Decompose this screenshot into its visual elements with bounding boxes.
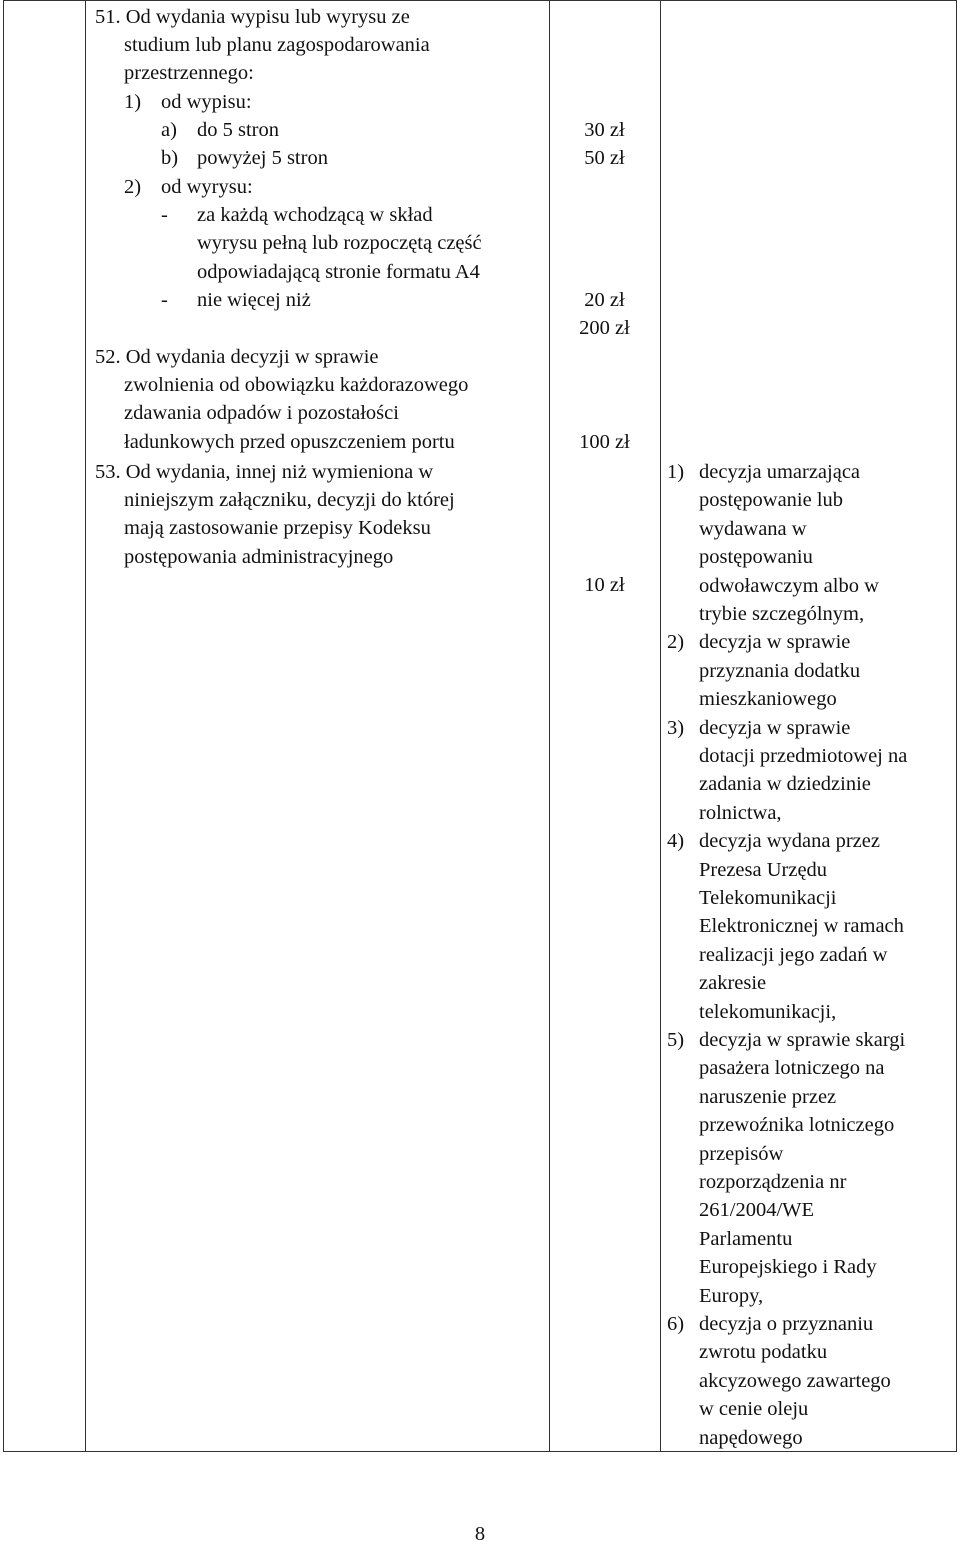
- exemption-text: zwrotu podatku: [699, 1341, 828, 1364]
- exemption-text: decyzja w sprawie: [699, 631, 851, 654]
- list-item-text: wyrysu pełną lub rozpoczętą część: [197, 232, 482, 254]
- item-53-title: mają zastosowanie przepisy Kodeksu: [124, 517, 431, 539]
- exemption-text: napędowego: [699, 1426, 803, 1449]
- item-52-title: 52. Od wydania decyzji w sprawie: [95, 346, 379, 368]
- fee-value: 20 zł: [584, 289, 625, 311]
- exemption-text: realizacji jego zadań w: [699, 943, 888, 966]
- exemption-text: przewoźnika lotniczego: [699, 1114, 895, 1137]
- exemption-text: mieszkaniowego: [699, 688, 837, 711]
- list-marker: a): [161, 119, 177, 141]
- item-51-title: przestrzennego:: [124, 62, 254, 84]
- fee-value: 30 zł: [584, 119, 625, 141]
- fee-value: 10 zł: [584, 574, 625, 596]
- exemption-text: telekomunikacji,: [699, 1000, 837, 1023]
- list-item-text: od wyrysu:: [161, 176, 253, 198]
- item-52-title: zdawania odpadów i pozostałości: [124, 402, 399, 424]
- exemption-text: zakresie: [699, 972, 767, 995]
- exemption-text: akcyzowego zawartego: [699, 1369, 891, 1392]
- exemptions-column: [661, 1, 956, 1451]
- exemption-text: wydawana w: [699, 517, 807, 540]
- exemption-text: zadania w dziedzinie: [699, 773, 871, 796]
- item-51-title: studium lub planu zagospodarowania: [124, 34, 430, 56]
- exemption-text: rolnictwa,: [699, 801, 782, 824]
- list-item-text: powyżej 5 stron: [197, 147, 328, 169]
- list-marker: -: [161, 289, 168, 311]
- list-marker: 2): [124, 176, 142, 198]
- item-52-title: zwolnienia od obowiązku każdorazowego: [124, 374, 469, 396]
- exemption-text: rozporządzenia nr: [699, 1171, 847, 1193]
- exemption-number: 3): [667, 716, 685, 739]
- list-item-text: odpowiadającą stronie formatu A4: [197, 261, 480, 283]
- exemption-text: decyzja wydana przez: [699, 830, 880, 853]
- fee-value: 50 zł: [584, 147, 625, 169]
- exemption-text: przepisów: [699, 1142, 784, 1165]
- exemption-text: Telekomunikacji: [699, 887, 837, 909]
- exemption-number: 1): [667, 461, 685, 483]
- item-53-title: niniejszym załączniku, decyzji do której: [124, 489, 455, 511]
- exemption-number: 6): [667, 1313, 685, 1335]
- list-item-text: od wypisu:: [161, 91, 252, 113]
- exemption-number: 2): [667, 631, 685, 654]
- exemption-text: Parlamentu: [699, 1227, 793, 1250]
- fee-table: [3, 0, 957, 1452]
- fee-value: 100 zł: [579, 431, 630, 453]
- exemption-text: decyzja o przyznaniu: [699, 1313, 874, 1335]
- exemption-text: Elektronicznej w ramach: [699, 915, 904, 938]
- fee-column: [550, 1, 659, 1451]
- exemption-text: decyzja w sprawie: [699, 716, 851, 739]
- exemption-text: postępowaniu: [699, 546, 813, 569]
- exemption-text: dotacji przedmiotowej na: [699, 745, 908, 767]
- exemption-text: przyznania dodatku: [699, 659, 861, 682]
- exemption-text: pasażera lotniczego na: [699, 1057, 885, 1080]
- item-53-title: postępowania administracyjnego: [124, 546, 394, 568]
- list-item-text: do 5 stron: [197, 119, 279, 141]
- exemption-text: odwoławczym albo w: [699, 574, 879, 597]
- exemption-number: 4): [667, 830, 685, 853]
- list-marker: b): [161, 147, 179, 169]
- exemption-text: w cenie oleju: [699, 1398, 809, 1421]
- exemption-text: Prezesa Urzędu: [699, 858, 828, 881]
- exemption-text: naruszenie przez: [699, 1085, 837, 1108]
- page-number: 8: [474, 1523, 486, 1545]
- exemption-number: 5): [667, 1029, 685, 1051]
- item-53-title: 53. Od wydania, innej niż wymieniona w: [95, 461, 434, 483]
- exemption-text: 261/2004/WE: [699, 1199, 815, 1222]
- list-marker: -: [161, 204, 168, 226]
- fee-value: 200 zł: [579, 317, 630, 339]
- list-item-text: nie więcej niż: [197, 289, 311, 311]
- exemption-text: decyzja umarzająca: [699, 461, 861, 483]
- item-51-title: 51. Od wydania wypisu lub wyrysu ze: [95, 6, 410, 28]
- exemption-text: Europy,: [699, 1284, 764, 1307]
- exemption-text: Europejskiego i Rady: [699, 1256, 877, 1279]
- exemption-text: decyzja w sprawie skargi: [699, 1029, 906, 1051]
- list-item-text: za każdą wchodzącą w skład: [197, 204, 433, 226]
- item-52-title: ładunkowych przed opuszczeniem portu: [124, 431, 455, 453]
- exemption-text: trybie szczególnym,: [699, 603, 865, 625]
- exemption-text: postępowanie lub: [699, 489, 844, 512]
- description-column: [86, 1, 548, 1451]
- list-marker: 1): [124, 91, 142, 113]
